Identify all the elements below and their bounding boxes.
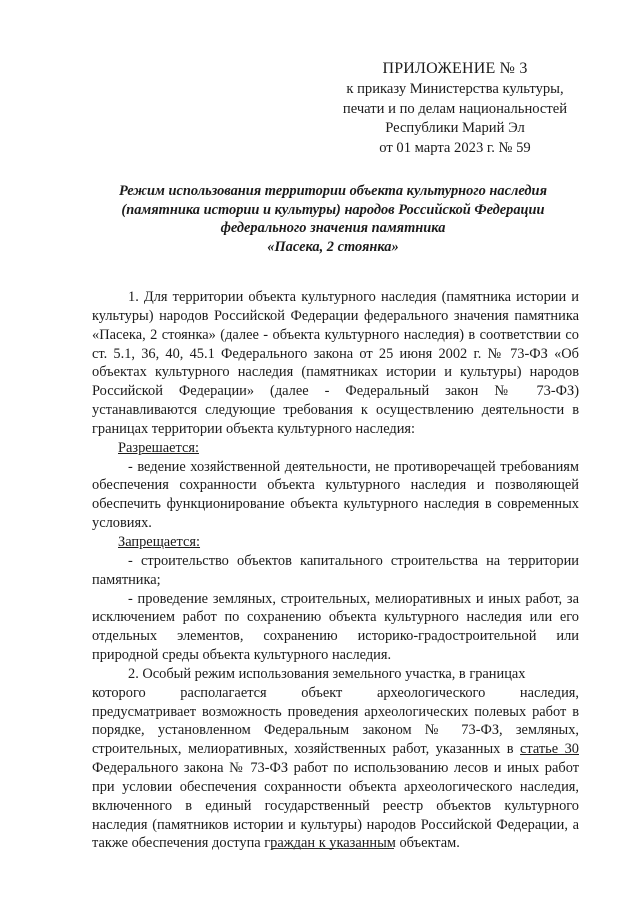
paragraph-2-rest — [92, 703, 579, 854]
title-line: Режим использования территории объекта культурного наследия — [119, 183, 547, 199]
appendix-line: к приказу Министерства культуры, — [346, 81, 564, 97]
document-title — [88, 182, 578, 256]
title-line: (памятника истории и культуры) народов Российской Федерации — [121, 201, 545, 218]
paragraph-2 — [92, 665, 579, 853]
paragraph-2-first-line: 2. Особый режим использования земельного участка, в границах — [128, 665, 526, 682]
allowed-item-1: - ведение хозяйственной деятельности, не противоречащей требованиям обеспечения сохранности объекта культурного наследия и позволяющей обеспечить функционирование объекта культурного наследия в современных условиях. — [92, 458, 579, 532]
allowed-heading-row — [92, 439, 579, 458]
appendix-title: ПРИЛОЖЕНИЕ № 3 — [382, 60, 528, 77]
paragraph-2-text: предусматривает возможность проведения археологических полевых работ в порядке, установленном Федеральным законом № 73-ФЗ, земляных, строительных, мелиоративных, хозяйственных работ, указанных в — [92, 703, 579, 758]
title-line: «Пасека, 2 стоянка» — [267, 238, 399, 255]
allowed-heading: Разрешается: — [118, 439, 199, 456]
appendix-line: Республики Марий Эл — [385, 120, 525, 136]
bottom-divider — [272, 848, 394, 849]
appendix-date: от 01 марта 2023 г. № 59 — [379, 139, 531, 156]
appendix-line: печати и по делам национальностей — [342, 100, 568, 117]
title-line: федерального значения памятника — [220, 220, 446, 236]
forbidden-item-1: - строительство объектов капитального строительства на территории памятника; — [92, 552, 579, 588]
document-body — [92, 288, 579, 853]
paragraph-1: 1. Для территории объекта культурного наследия (памятника истории и культуры) народов Российской Федерации федерального значения памятника «Пасека, 2 стоянка» (далее - объекта культурного наследия) в соответствии со ст. 5.1, 36, 40, 45.1 Федерального закона от 25 июня 2002 г. № 73-ФЗ «Об объектах культурного наследия (памятниках истории и культуры) народов Российской Федерации» (далее - Федеральный закон № 73-ФЗ) устанавливаются следующие требования к осуществлению деятельности в границах территории объекта культурного наследия: — [92, 289, 579, 437]
law-article-link[interactable]: статье 30 — [520, 741, 579, 758]
forbidden-heading: Запрещается: — [118, 533, 201, 550]
forbidden-item-2: - проведение земляных, строительных, мелиоративных и иных работ, за исключением работ по сохранению объекта культурного наследия или его отдельных элементов, сохранению историко-градостроительной или природной среды объекта культурного наследия. — [92, 590, 579, 664]
appendix-block — [330, 58, 580, 158]
paragraph-2-second-line: которого располагается объект археологического наследия, — [92, 684, 579, 701]
forbidden-heading-row — [92, 533, 579, 552]
paragraph-2-text-end: Федерального закона № 73-ФЗ работ по использованию лесов и иных работ при условии обеспечения сохранности объекта археологического наследия, включенного в единый государственный реестр объектов культурного наследия (памятников истории и культуры) народов Российской Федерации, а также обеспечения доступа граждан к указанным объектам. — [92, 760, 579, 852]
